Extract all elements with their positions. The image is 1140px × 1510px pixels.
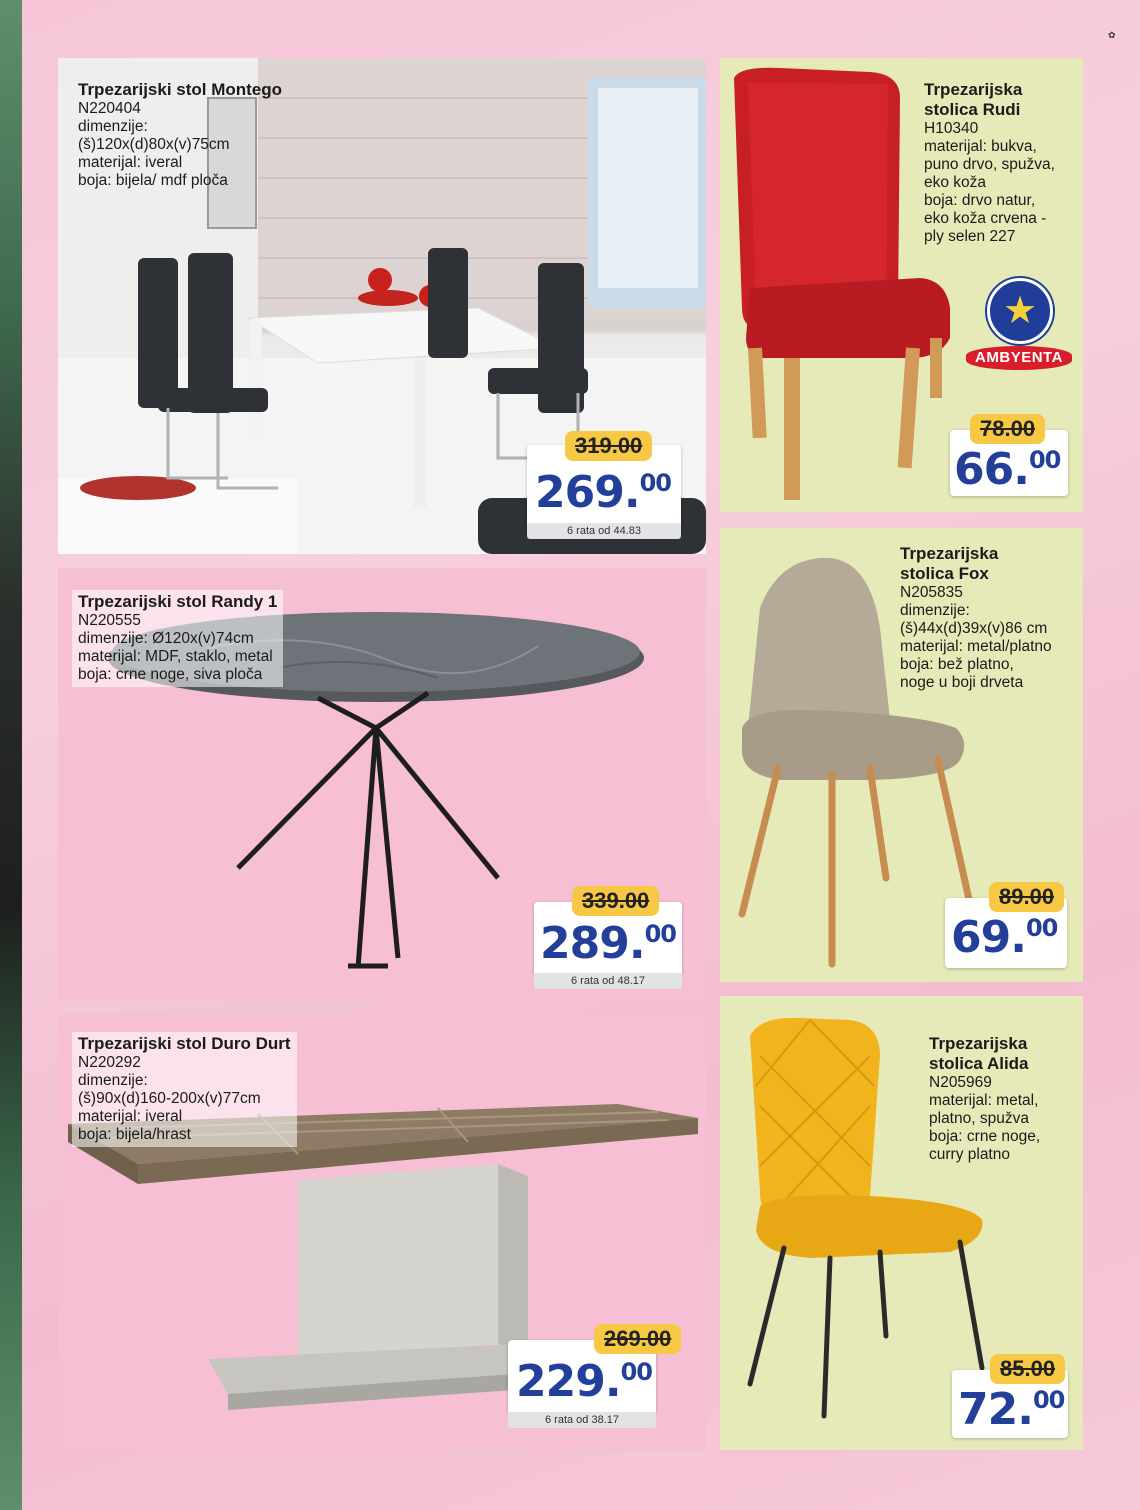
new-price: 289.00 — [540, 918, 676, 969]
price-tag-alida — [952, 1356, 1068, 1438]
installments-randy: 6 rata od 48.17 — [534, 973, 682, 989]
corner-logo-mark: ✿ — [1108, 30, 1116, 40]
spec-line: materijal: iveral — [78, 1108, 183, 1125]
product-title-line-1: Trpezarijska — [900, 544, 999, 563]
product-title: Trpezarijski stol Randy 1 — [78, 592, 278, 611]
old-price: 339.00 — [572, 886, 659, 916]
product-code: N205969 — [929, 1074, 992, 1091]
spec-line: materijal: iveral — [78, 154, 183, 171]
spec-line: materijal: MDF, staklo, metal — [78, 648, 273, 665]
spec-line: ply selen 227 — [924, 228, 1016, 245]
new-price: 66.00 — [954, 444, 1061, 495]
spec-line: (š)44x(d)39x(v)86 cm — [900, 620, 1048, 637]
spec-line: materijal: bukva, — [924, 138, 1037, 155]
installments-duro: 6 rata od 38.17 — [508, 1412, 656, 1428]
price-tag-randy — [534, 888, 682, 976]
product-title: Trpezarijski stol Montego — [78, 80, 283, 99]
old-price: 78.00 — [970, 414, 1045, 444]
product-code: N220555 — [78, 612, 141, 629]
product-code: N205835 — [900, 584, 963, 601]
spec-line: puno drvo, spužva, — [924, 156, 1055, 173]
spec-line: boja: bijela/hrast — [78, 1126, 191, 1143]
spec-line: eko koža — [924, 174, 987, 191]
old-price: 85.00 — [990, 1354, 1065, 1384]
product-title-line-2: stolica Fox — [900, 564, 989, 583]
product-title: Trpezarijski stol Duro Durt — [78, 1034, 291, 1053]
quality-seal-icon: ★ — [987, 278, 1053, 344]
old-price: 269.00 — [594, 1324, 681, 1354]
product-title-line-1: Trpezarijska — [929, 1034, 1028, 1053]
spec-line: boja: drvo natur, — [924, 192, 1036, 209]
spec-line: boja: crne noge, — [929, 1128, 1041, 1145]
brand-logo: AMBYENTA — [966, 346, 1072, 370]
price-tag-fox — [945, 884, 1067, 968]
spec-line: curry platno — [929, 1146, 1010, 1163]
rudi-description — [918, 78, 1061, 249]
price-tag-rudi — [950, 416, 1068, 496]
spec-line: dimenzije: Ø120x(v)74cm — [78, 630, 254, 647]
spec-line: dimenzije: — [78, 1072, 148, 1089]
product-code: N220404 — [78, 100, 141, 117]
spec-line: (š)90x(d)160-200x(v)77cm — [78, 1090, 261, 1107]
product-code: H10340 — [924, 120, 979, 137]
spec-line: eko koža crvena - — [924, 210, 1047, 227]
alida-description — [923, 1032, 1046, 1167]
new-price: 269.00 — [535, 467, 671, 518]
product-title-line-1: Trpezarijska — [924, 80, 1023, 99]
new-price: 72.00 — [958, 1384, 1065, 1435]
randy-description — [72, 590, 283, 687]
spec-line: boja: bež platno, — [900, 656, 1014, 673]
price-tag-duro — [508, 1326, 672, 1414]
old-price: 89.00 — [989, 882, 1064, 912]
product-title-line-2: stolica Alida — [929, 1054, 1029, 1073]
spec-line: (š)120x(d)80x(v)75cm — [78, 136, 230, 153]
spec-line: dimenzije: — [900, 602, 970, 619]
spec-line: materijal: metal/platno — [900, 638, 1052, 655]
spec-line: platno, spužva — [929, 1110, 1029, 1127]
new-price: 229.00 — [516, 1356, 652, 1407]
duro-description — [72, 1032, 297, 1147]
spec-line: boja: bijela/ mdf ploča — [78, 172, 228, 189]
product-code: N220292 — [78, 1054, 141, 1071]
spec-line: dimenzije: — [78, 118, 148, 135]
product-title-line-2: stolica Rudi — [924, 100, 1021, 119]
spec-line: boja: crne noge, siva ploča — [78, 666, 263, 683]
installments-montego: 6 rata od 44.83 — [527, 523, 681, 539]
price-tag-montego — [527, 433, 681, 535]
new-price: 69.00 — [951, 912, 1058, 963]
montego-description — [72, 78, 288, 193]
fox-description — [894, 542, 1058, 695]
spec-line: noge u boji drveta — [900, 674, 1024, 691]
left-edge-strip — [0, 0, 22, 1510]
spec-line: materijal: metal, — [929, 1092, 1039, 1109]
old-price: 319.00 — [565, 431, 652, 461]
